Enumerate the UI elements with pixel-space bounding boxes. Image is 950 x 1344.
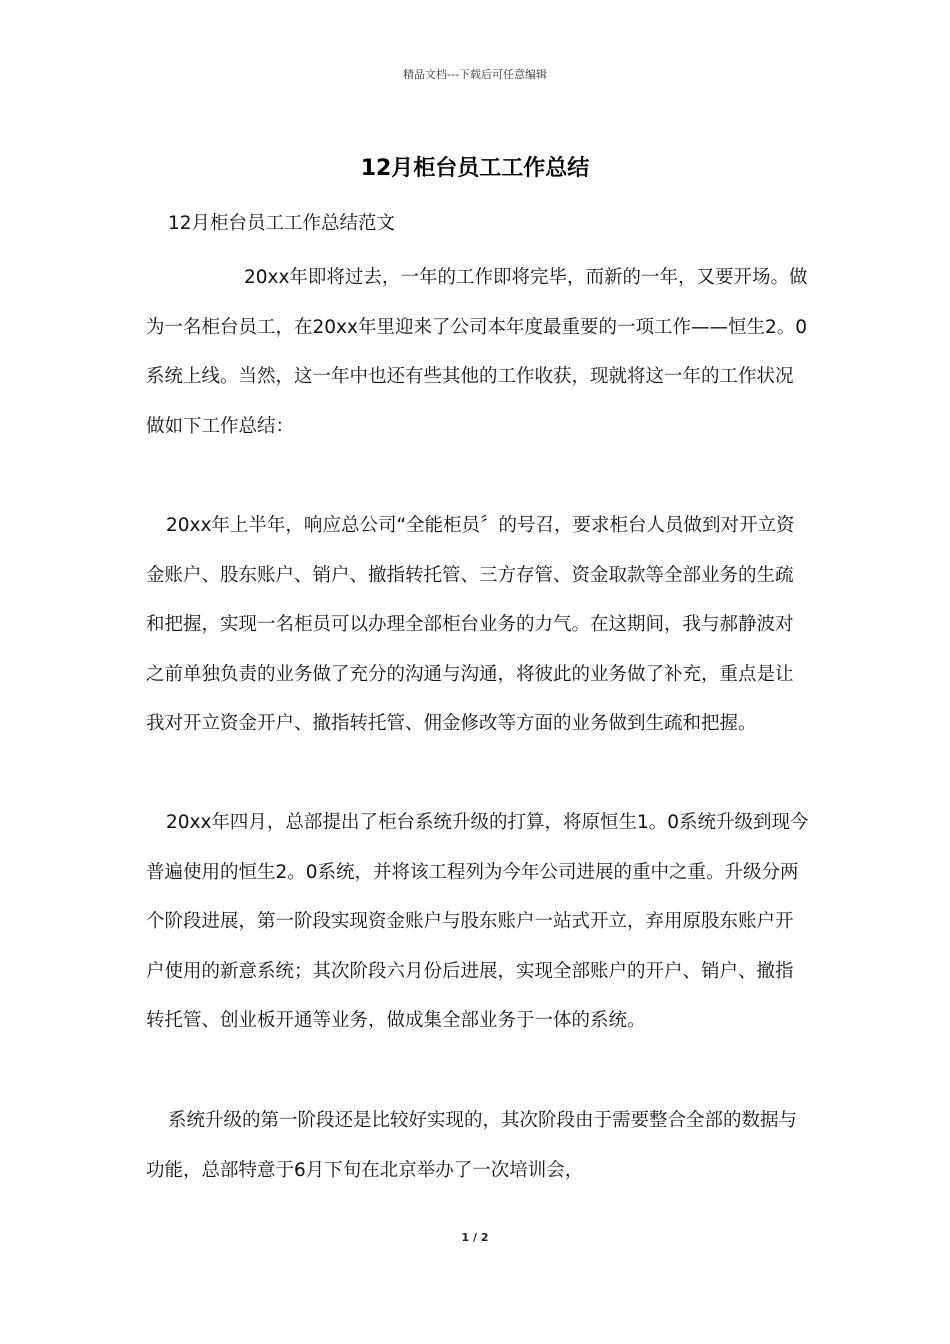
paragraph: 20xx年四月，总部提出了柜台系统升级的打算，将原恒生1。0系统升级到现今普遍使用的恒生2。0系统，并将该工程列为今年公司进展的重中之重。升级分两个阶段进展，第一阶段实现资金账户与股东账户一站式开立，弃用原股东账户开户使用的新意系统；其次阶段六月份后进展，实现全部账户的开户、销户、撤指转托管、创业板开通等业务，做成集全部业务于一体的系统。 [146, 812, 809, 1031]
paragraph: 20xx年上半年，响应总公司“全能柜员〞的号召，要求柜台人员做到对开立资金账户、股东账户、销户、撤指转托管、三方存管、资金取款等全部业务的生疏和把握，实现一名柜员可以办理全部柜台业务的力气。在这期间，我与郝静波对之前单独负责的业务做了充分的沟通与沟通，将彼此的业务做了补充，重点是让我对开立资金开户、撤指转托管、佣金修改等方面的业务做到生疏和把握。 [146, 515, 795, 734]
paragraph: 系统升级的第一阶段还是比较好实现的，其次阶段由于需要整合全部的数据与功能，总部特意于6月下旬在北京举办了一次培训会， [146, 1110, 798, 1181]
paragraph: 20xx年即将过去，一年的工作即将完毕，而新的一年，又要开场。做为一名柜台员工，在20xx年里迎来了公司本年度最重要的一项工作——恒生2。0系统上线。当然，这一年中也还有些其他的工作收获，现就将这一年的工作状况做如下工作总结： [146, 267, 808, 437]
page-number: 1 / 2 [461, 1231, 489, 1244]
page-header: 精品文档---下载后可任意编辑 [403, 68, 547, 81]
document-title: 12月柜台员工工作总结 [360, 156, 590, 181]
document-subtitle: 12月柜台员工工作总结范文 [168, 213, 396, 234]
